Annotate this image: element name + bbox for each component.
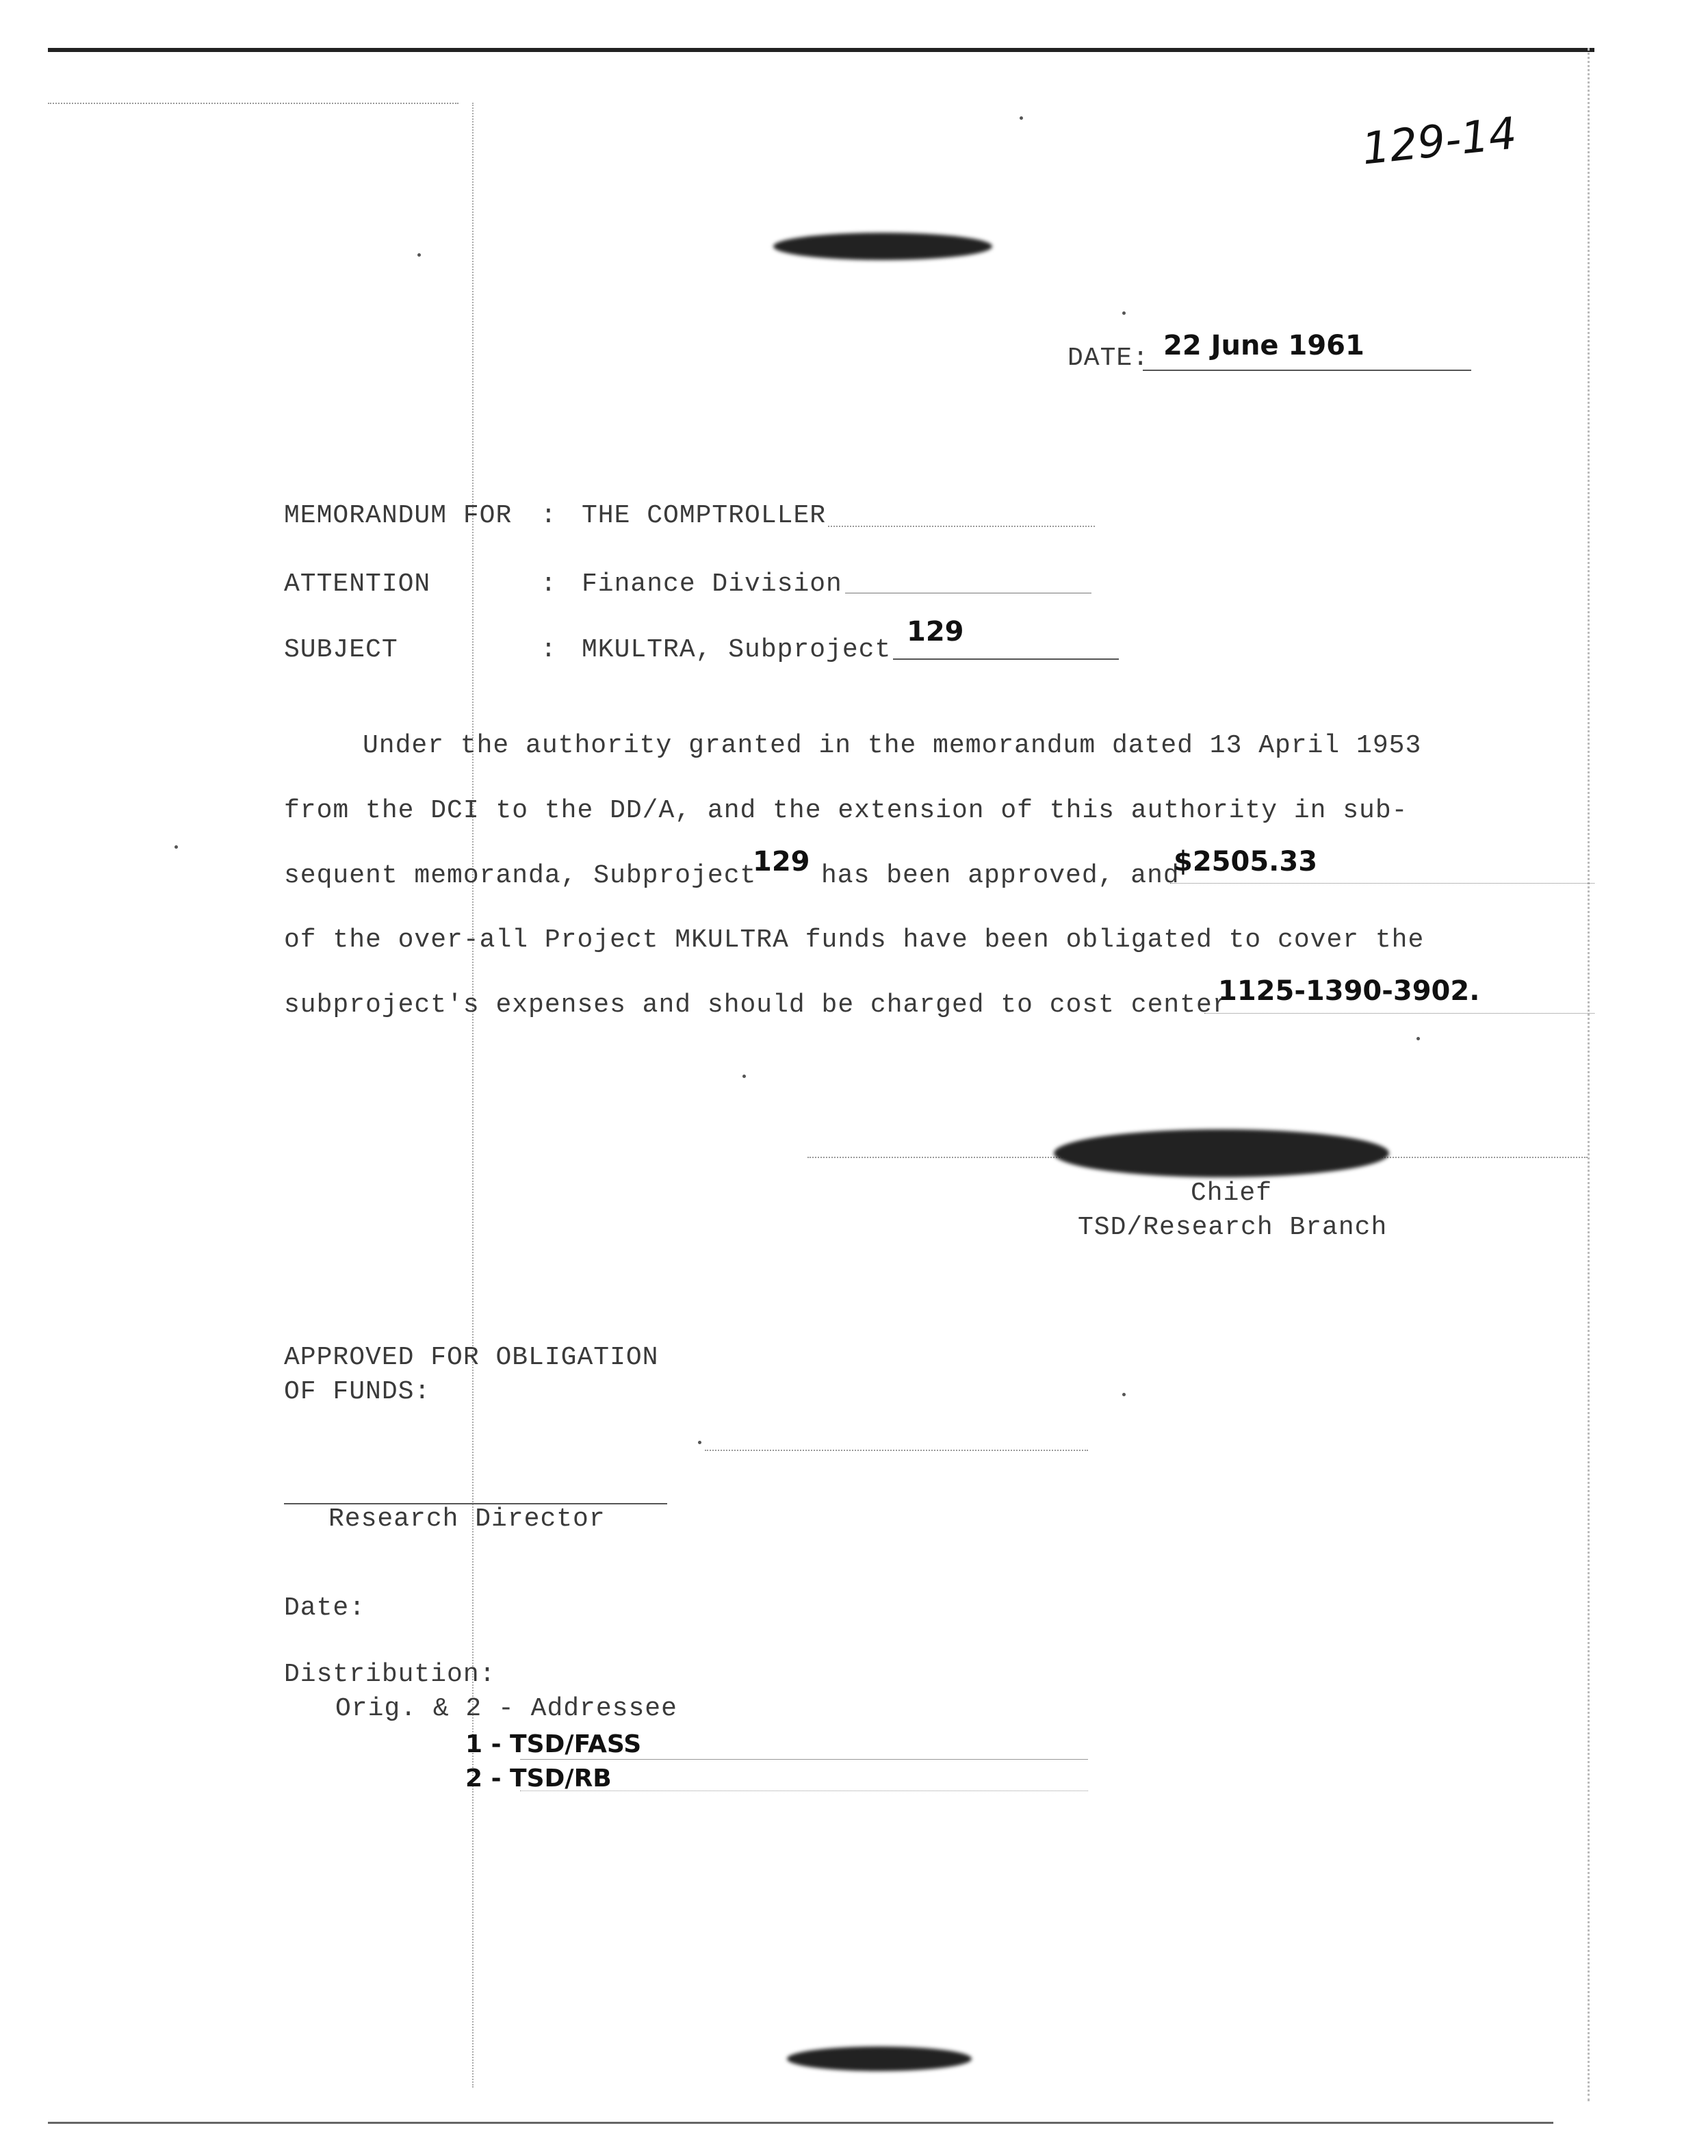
memo-for-value: THE COMPTROLLER	[582, 501, 827, 530]
bottom-redaction-mark	[787, 2046, 972, 2071]
body-line-1: Under the authority granted in the memorandum dated 13 April 1953	[363, 731, 1422, 760]
distribution-item-3: 2 - TSD/RB	[465, 1764, 612, 1793]
obligated-amount: $2505.33	[1174, 846, 1318, 877]
cost-center-number: 1125-1390-3902.	[1218, 975, 1480, 1007]
top-scan-edge	[48, 48, 1594, 52]
subject-value: MKULTRA, Subproject	[582, 635, 892, 665]
subject-colon: :	[541, 635, 557, 665]
scan-speck	[1416, 1037, 1420, 1040]
signature-office: TSD/Research Branch	[1078, 1213, 1388, 1242]
attention-label: ATTENTION	[284, 569, 431, 599]
approval-date-label: Date:	[284, 1593, 366, 1623]
right-scan-edge	[1588, 48, 1590, 2101]
signature-redaction-mark	[1054, 1129, 1389, 1177]
memo-for-label: MEMORANDUM FOR	[284, 501, 513, 530]
date-label: DATE:	[1068, 344, 1150, 373]
research-director-label: Research Director	[328, 1504, 606, 1534]
date-underline	[1143, 370, 1471, 371]
scan-speck	[1020, 116, 1023, 120]
attention-colon: :	[541, 569, 557, 599]
approved-label-line-2: OF FUNDS:	[284, 1377, 431, 1407]
approved-label-line-1: APPROVED FOR OBLIGATION	[284, 1343, 659, 1372]
attention-value: Finance Division	[582, 569, 842, 599]
distribution-label: Distribution:	[284, 1660, 496, 1689]
body-subproject-number: 129	[753, 846, 810, 877]
distribution-item-1: Orig. & 2 - Addressee	[335, 1694, 677, 1723]
top-redaction-mark	[773, 233, 992, 260]
signature-title: Chief	[1191, 1179, 1273, 1208]
top-scan-shadow	[48, 103, 458, 104]
memo-for-colon: :	[541, 501, 557, 530]
subject-subproject-number: 129	[907, 616, 964, 647]
subject-label: SUBJECT	[284, 635, 398, 665]
body-line-3b: has been approved, and	[821, 861, 1180, 890]
scan-speck	[1122, 311, 1126, 315]
distribution-line-2	[520, 1759, 1088, 1760]
bottom-scan-edge	[48, 2122, 1553, 2124]
scan-speck	[742, 1075, 746, 1078]
subject-line	[893, 658, 1119, 660]
scan-speck	[698, 1441, 701, 1444]
body-line-5: subproject's expenses and should be charged to cost center	[284, 990, 1229, 1020]
memo-for-line	[828, 526, 1095, 527]
cost-center-line	[1204, 1013, 1594, 1014]
distribution-item-2: 1 - TSD/FASS	[465, 1730, 642, 1758]
body-line-3a: sequent memoranda, Subproject	[284, 861, 757, 890]
date-value: 22 June 1961	[1163, 330, 1364, 361]
approval-dots	[705, 1450, 1088, 1451]
amount-line	[1170, 883, 1594, 884]
scan-speck	[174, 845, 178, 849]
body-line-2: from the DCI to the DD/A, and the extension of this authority in sub-	[284, 796, 1408, 825]
scan-speck	[417, 253, 421, 257]
scan-speck	[1122, 1393, 1126, 1396]
handwritten-file-number: 129-14	[1359, 108, 1519, 175]
body-line-4: of the over-all Project MKULTRA funds have been obligated to cover the	[284, 925, 1425, 955]
